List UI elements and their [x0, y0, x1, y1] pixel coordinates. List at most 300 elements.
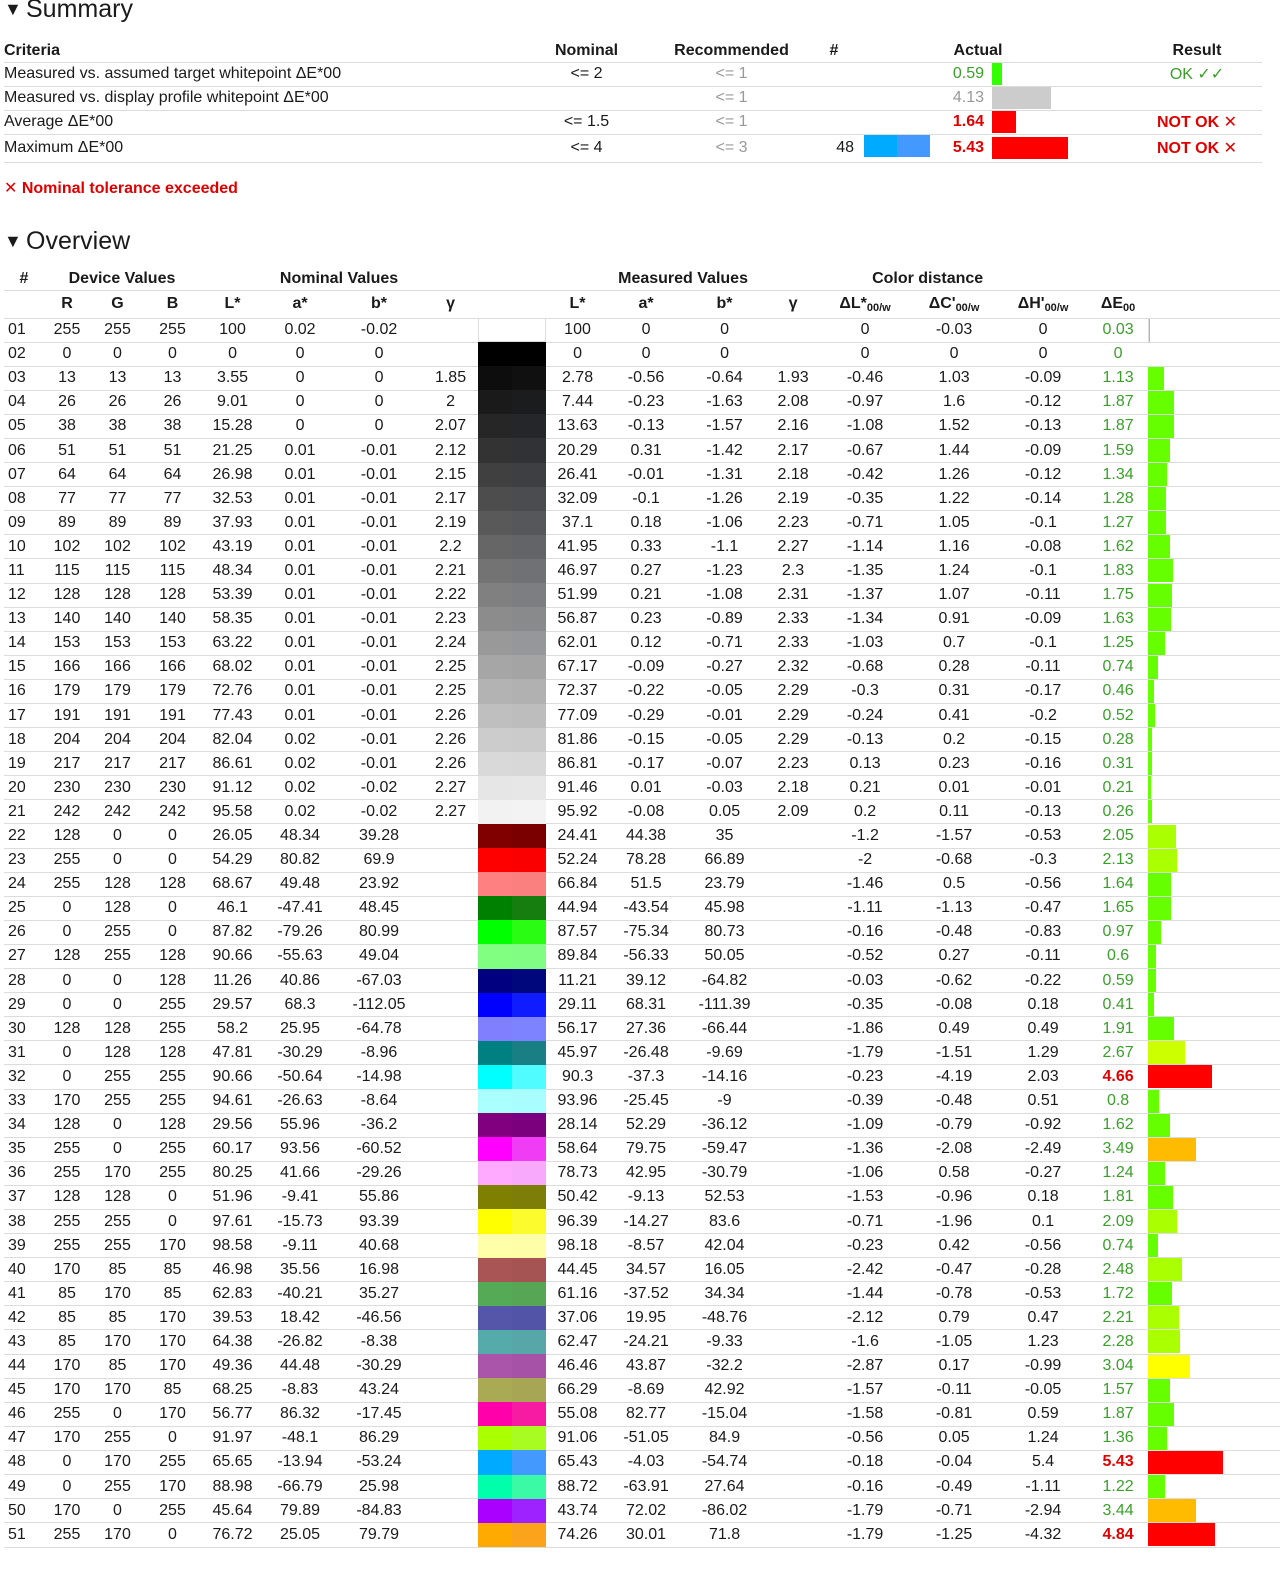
delta-e-bar [1148, 1210, 1177, 1233]
patch-number: 19 [4, 752, 44, 776]
delta-c: -0.71 [910, 1499, 998, 1523]
measured-swatch [512, 800, 546, 824]
device-r: 102 [44, 535, 90, 559]
nominal-gamma: 2.19 [423, 511, 478, 535]
measured-a: 68.31 [609, 993, 683, 1017]
delta-e: 0 [1088, 342, 1148, 366]
measured-gamma [766, 1234, 820, 1258]
color-swatch [478, 390, 546, 414]
nominal-b: 23.92 [335, 872, 423, 896]
measured-swatch [512, 1499, 546, 1523]
measured-l: 91.46 [546, 776, 609, 800]
device-r: 13 [44, 366, 90, 390]
nominal-swatch [478, 969, 512, 993]
measured-gamma: 2.17 [766, 438, 820, 462]
nominal-b: 0 [335, 366, 423, 390]
nominal-gamma: 2.07 [423, 414, 478, 438]
delta-l: -1.03 [820, 631, 910, 655]
nominal-swatch [478, 800, 512, 824]
delta-e-bar-cell [1148, 655, 1280, 679]
delta-e-bar-cell [1148, 438, 1280, 462]
delta-h: -0.11 [998, 944, 1088, 968]
nominal-gamma [423, 944, 478, 968]
nominal-l: 100 [200, 318, 265, 342]
actual-bar-header [1032, 40, 1132, 62]
measured-b: 71.8 [683, 1523, 766, 1548]
nominal-b: 48.45 [335, 896, 423, 920]
device-b: 191 [145, 704, 200, 728]
overview-row [4, 342, 1280, 366]
measured-l: 0 [546, 342, 609, 366]
nominal-gamma: 2.27 [423, 776, 478, 800]
patch-number: 18 [4, 728, 44, 752]
delta-l: 0.21 [820, 776, 910, 800]
nominal-b: 0 [335, 414, 423, 438]
device-r: 0 [44, 1450, 90, 1474]
nominal-a: 49.48 [265, 872, 335, 896]
measured-swatch [512, 1354, 546, 1378]
patch-number: 30 [4, 1017, 44, 1041]
device-r: 255 [44, 848, 90, 872]
measured-swatch [512, 1450, 546, 1474]
measured-l: 46.46 [546, 1354, 609, 1378]
delta-h: -0.3 [998, 848, 1088, 872]
measured-a: -0.08 [609, 800, 683, 824]
nominal-swatch [478, 1089, 512, 1113]
nominal-gamma [423, 1306, 478, 1330]
device-r: 0 [44, 969, 90, 993]
device-b: 0 [145, 920, 200, 944]
device-b: 255 [145, 1137, 200, 1161]
device-g: 255 [90, 944, 145, 968]
measured-b: -54.74 [683, 1450, 766, 1474]
nominal-b: -0.02 [335, 800, 423, 824]
delta-e-bar-cell [1148, 583, 1280, 607]
patch-number: 20 [4, 776, 44, 800]
measured-b: -48.76 [683, 1306, 766, 1330]
count-cell [804, 110, 864, 134]
delta-e-bar [1148, 1523, 1215, 1546]
measured-b: -0.05 [683, 679, 766, 703]
nominal-l: 98.58 [200, 1234, 265, 1258]
device-b: 85 [145, 1378, 200, 1402]
delta-l: -0.39 [820, 1089, 910, 1113]
nominal-gamma: 2.25 [423, 655, 478, 679]
delta-l: -1.36 [820, 1137, 910, 1161]
nominal-swatch [478, 1306, 512, 1330]
measured-l: 50.42 [546, 1185, 609, 1209]
delta-c: -0.11 [910, 1378, 998, 1402]
delta-e: 1.27 [1088, 511, 1148, 535]
nominal-b: 55.86 [335, 1185, 423, 1209]
device-b: 170 [145, 1330, 200, 1354]
delta-e: 4.66 [1088, 1065, 1148, 1089]
patch-number: 37 [4, 1185, 44, 1209]
nominal-l-header: L* [224, 295, 241, 312]
nominal-b: -0.01 [335, 728, 423, 752]
overview-row [4, 1523, 1280, 1548]
nominal-b: 0 [335, 342, 423, 366]
nominal-l: 90.66 [200, 1065, 265, 1089]
measured-a: -0.23 [609, 390, 683, 414]
nominal-gamma-header: γ [446, 295, 455, 312]
patch-number: 42 [4, 1306, 44, 1330]
delta-c: 0.2 [910, 728, 998, 752]
nominal-b: -0.01 [335, 583, 423, 607]
nominal-gamma: 2.17 [423, 487, 478, 511]
nominal-swatch [478, 342, 512, 366]
delta-l: -0.42 [820, 463, 910, 487]
device-b: 89 [145, 511, 200, 535]
delta-l: -0.46 [820, 366, 910, 390]
overview-row [4, 1017, 1280, 1041]
nominal-l: 47.81 [200, 1041, 265, 1065]
overview-row [4, 559, 1280, 583]
delta-c: -1.25 [910, 1523, 998, 1548]
device-g: 179 [90, 679, 145, 703]
measured-gamma [766, 318, 820, 342]
patch-number: 07 [4, 463, 44, 487]
measured-b: -0.64 [683, 366, 766, 390]
nominal-swatch [478, 655, 512, 679]
color-swatch [478, 1354, 546, 1378]
device-r: 38 [44, 414, 90, 438]
color-swatch [478, 1475, 546, 1499]
delta-e-bar [1148, 728, 1152, 751]
nominal-a: 0.01 [265, 655, 335, 679]
measured-l: 74.26 [546, 1523, 609, 1548]
delta-h: 0.47 [998, 1306, 1088, 1330]
measured-l: 86.81 [546, 752, 609, 776]
nominal-b: -0.01 [335, 752, 423, 776]
delta-e-bar [1148, 1114, 1170, 1137]
delta-h-header: $\Delta H'_{00/w}$ [1017, 294, 1069, 314]
measured-b: 52.53 [683, 1185, 766, 1209]
device-g: 140 [90, 607, 145, 631]
delta-e: 1.81 [1088, 1185, 1148, 1209]
summary-row [4, 110, 1262, 134]
device-g: 170 [90, 1161, 145, 1185]
delta-e-bar [1148, 1162, 1165, 1185]
device-b: 140 [145, 607, 200, 631]
nominal-a: 0.01 [265, 607, 335, 631]
nominal-gamma: 2 [423, 390, 478, 414]
measured-swatch [512, 776, 546, 800]
measured-a: -0.13 [609, 414, 683, 438]
device-g: 255 [90, 1234, 145, 1258]
delta-l: -2.87 [820, 1354, 910, 1378]
delta-c: -1.57 [910, 824, 998, 848]
device-g: 85 [90, 1258, 145, 1282]
delta-c: 0.05 [910, 1426, 998, 1450]
delta-c: -1.51 [910, 1041, 998, 1065]
nominal-l: 46.98 [200, 1258, 265, 1282]
nominal-swatch [478, 535, 512, 559]
nominal-swatch [478, 414, 512, 438]
device-b: 128 [145, 583, 200, 607]
nominal-gamma [423, 1523, 478, 1548]
measured-b: -1.57 [683, 414, 766, 438]
recommended-header: Recommended [674, 41, 789, 59]
measured-swatch [512, 535, 546, 559]
patch-number: 26 [4, 920, 44, 944]
nominal-a: 0 [265, 414, 335, 438]
delta-e-bar-cell [1148, 776, 1280, 800]
measured-swatch [512, 1089, 546, 1113]
nominal-l: 29.56 [200, 1113, 265, 1137]
nominal-a: 48.34 [265, 824, 335, 848]
g-header: G [111, 295, 124, 312]
measured-swatch [512, 487, 546, 511]
delta-c: 1.52 [910, 414, 998, 438]
device-b: 170 [145, 1234, 200, 1258]
patch-number: 12 [4, 583, 44, 607]
measured-gamma [766, 1137, 820, 1161]
criteria-cell: Measured vs. assumed target whitepoint ΔE*00 [4, 62, 514, 86]
measured-gamma [766, 1354, 820, 1378]
delta-l-header: $\Delta L*_{00/w}$ [839, 294, 891, 314]
nominal-gamma [423, 1209, 478, 1233]
nominal-l: 86.61 [200, 752, 265, 776]
measured-l: 96.39 [546, 1209, 609, 1233]
delta-e-bar-cell [1148, 607, 1280, 631]
nominal-gamma [423, 872, 478, 896]
measured-b: -0.07 [683, 752, 766, 776]
measured-b: -111.39 [683, 993, 766, 1017]
measured-swatch [512, 342, 546, 366]
delta-h: -0.92 [998, 1113, 1088, 1137]
device-r: 128 [44, 824, 90, 848]
delta-l: -0.97 [820, 390, 910, 414]
nominal-swatch [478, 487, 512, 511]
device-g: 89 [90, 511, 145, 535]
delta-h: -0.47 [998, 896, 1088, 920]
overview-row [4, 944, 1280, 968]
delta-c: -4.19 [910, 1065, 998, 1089]
measured-l: 66.84 [546, 872, 609, 896]
nominal-a: -26.63 [265, 1089, 335, 1113]
summary-section-toggle[interactable] [4, 0, 133, 24]
delta-h: 0 [998, 318, 1088, 342]
summary-row [4, 86, 1262, 110]
measured-a: 82.77 [609, 1402, 683, 1426]
delta-e: 0.8 [1088, 1089, 1148, 1113]
delta-e: 2.05 [1088, 824, 1148, 848]
delta-l: -1.58 [820, 1402, 910, 1426]
measured-a: 79.75 [609, 1137, 683, 1161]
delta-e-bar-cell [1148, 1523, 1280, 1548]
measured-swatch [512, 679, 546, 703]
patch-number: 23 [4, 848, 44, 872]
patch-number: 10 [4, 535, 44, 559]
overview-section-toggle[interactable] [4, 226, 130, 256]
delta-e: 1.72 [1088, 1282, 1148, 1306]
measured-l: 87.57 [546, 920, 609, 944]
patch-number: 25 [4, 896, 44, 920]
nominal-swatch [478, 1258, 512, 1282]
delta-c: 1.26 [910, 463, 998, 487]
nominal-l: 82.04 [200, 728, 265, 752]
overview-row [4, 679, 1280, 703]
nominal-gamma [423, 1426, 478, 1450]
measured-b: -0.27 [683, 655, 766, 679]
nominal-b: -0.01 [335, 679, 423, 703]
nominal-a: 0 [265, 390, 335, 414]
measured-a: -4.03 [609, 1450, 683, 1474]
delta-e: 1.91 [1088, 1017, 1148, 1041]
b-header: B [166, 295, 179, 312]
device-r: 170 [44, 1378, 90, 1402]
color-swatch [478, 559, 546, 583]
overview-row [4, 969, 1280, 993]
nominal-a: 41.66 [265, 1161, 335, 1185]
delta-c: 0.5 [910, 872, 998, 896]
delta-c: 1.07 [910, 583, 998, 607]
device-b: 166 [145, 655, 200, 679]
device-g: 128 [90, 1185, 145, 1209]
measured-a: 72.02 [609, 1499, 683, 1523]
delta-h: 0.51 [998, 1089, 1088, 1113]
device-g: 0 [90, 824, 145, 848]
nominal-a: 0.01 [265, 438, 335, 462]
nominal-b: 80.99 [335, 920, 423, 944]
delta-e-bar [1148, 1403, 1174, 1426]
delta-h: 0.1 [998, 1209, 1088, 1233]
delta-l: -0.71 [820, 1209, 910, 1233]
patch-number: 21 [4, 800, 44, 824]
color-swatch [478, 366, 546, 390]
measured-swatch [512, 319, 545, 341]
nominal-swatch [478, 920, 512, 944]
measured-a: -0.15 [609, 728, 683, 752]
device-r: 128 [44, 1113, 90, 1137]
overview-row [4, 1185, 1280, 1209]
delta-h: -0.08 [998, 535, 1088, 559]
color-swatch [478, 800, 546, 824]
delta-e-bar-cell [1148, 993, 1280, 1017]
nominal-cell: <= 4 [514, 134, 659, 162]
nominal-b: 49.04 [335, 944, 423, 968]
delta-e-bar-cell [1148, 414, 1280, 438]
delta-e-bar-cell [1148, 896, 1280, 920]
delta-e: 2.09 [1088, 1209, 1148, 1233]
nominal-b: -36.2 [335, 1113, 423, 1137]
delta-e: 2.13 [1088, 848, 1148, 872]
nominal-gamma [423, 1499, 478, 1523]
measured-l: 46.97 [546, 559, 609, 583]
nominal-a: 35.56 [265, 1258, 335, 1282]
nominal-swatch [478, 1330, 512, 1354]
measured-b: 35 [683, 824, 766, 848]
nominal-l: 26.05 [200, 824, 265, 848]
device-r: 0 [44, 342, 90, 366]
delta-e-bar [1148, 776, 1151, 799]
device-r: 128 [44, 1185, 90, 1209]
delta-l: -0.3 [820, 679, 910, 703]
measured-swatch [512, 704, 546, 728]
delta-e-bar [1148, 1186, 1173, 1209]
nominal-swatch [478, 1450, 512, 1474]
color-swatch [478, 583, 546, 607]
color-swatch [478, 1209, 546, 1233]
device-g: 170 [90, 1330, 145, 1354]
color-swatch [478, 511, 546, 535]
measured-l: 56.17 [546, 1017, 609, 1041]
measured-l: 11.21 [546, 969, 609, 993]
patch-number: 46 [4, 1402, 44, 1426]
nominal-b: -0.01 [335, 607, 423, 631]
measured-swatch [512, 414, 546, 438]
color-swatch [478, 848, 546, 872]
nominal-l: 90.66 [200, 944, 265, 968]
nominal-a: -48.1 [265, 1426, 335, 1450]
device-r: 0 [44, 1065, 90, 1089]
actual-cell: 4.13 [924, 86, 990, 110]
delta-e-bar-cell [1148, 1378, 1280, 1402]
nominal-l: 72.76 [200, 679, 265, 703]
delta-e-bar [1148, 391, 1174, 414]
nominal-gamma [423, 318, 478, 342]
measured-swatch [512, 944, 546, 968]
measured-l: 37.1 [546, 511, 609, 535]
delta-e-bar [1148, 1017, 1174, 1040]
measured-a: 0.01 [609, 776, 683, 800]
delta-e-bar-cell [1148, 535, 1280, 559]
device-g: 170 [90, 1378, 145, 1402]
measured-l: 28.14 [546, 1113, 609, 1137]
nominal-l: 91.97 [200, 1426, 265, 1450]
overview-row [4, 1282, 1280, 1306]
device-b: 0 [145, 824, 200, 848]
nominal-l: 3.55 [200, 366, 265, 390]
device-r: 255 [44, 1523, 90, 1548]
delta-h: -0.05 [998, 1378, 1088, 1402]
measured-b: 0 [683, 318, 766, 342]
measured-a: 78.28 [609, 848, 683, 872]
color-swatch [478, 535, 546, 559]
delta-e-bar [1148, 1282, 1172, 1305]
nominal-b: -0.01 [335, 704, 423, 728]
patch-number: 02 [4, 342, 44, 366]
nominal-l: 97.61 [200, 1209, 265, 1233]
device-b: 64 [145, 463, 200, 487]
measured-gamma [766, 1209, 820, 1233]
device-g: 64 [90, 463, 145, 487]
device-b: 255 [145, 1017, 200, 1041]
delta-l: -1.08 [820, 414, 910, 438]
nominal-gamma: 2.24 [423, 631, 478, 655]
device-g: 230 [90, 776, 145, 800]
delta-h: -0.11 [998, 655, 1088, 679]
delta-e-bar-cell [1148, 1306, 1280, 1330]
patch-number: 11 [4, 559, 44, 583]
measured-l: 43.74 [546, 1499, 609, 1523]
device-r: 85 [44, 1306, 90, 1330]
color-swatch [478, 679, 546, 703]
measured-swatch [512, 1137, 546, 1161]
delta-h: -2.49 [998, 1137, 1088, 1161]
nominal-gamma [423, 1330, 478, 1354]
measured-swatch [512, 1306, 546, 1330]
measured-b: -1.31 [683, 463, 766, 487]
measured-swatch [512, 366, 546, 390]
device-g: 255 [90, 1426, 145, 1450]
device-r: 255 [44, 1137, 90, 1161]
nominal-l: 43.19 [200, 535, 265, 559]
patch-number: 39 [4, 1234, 44, 1258]
nominal-gamma: 2.25 [423, 679, 478, 703]
device-r: 166 [44, 655, 90, 679]
